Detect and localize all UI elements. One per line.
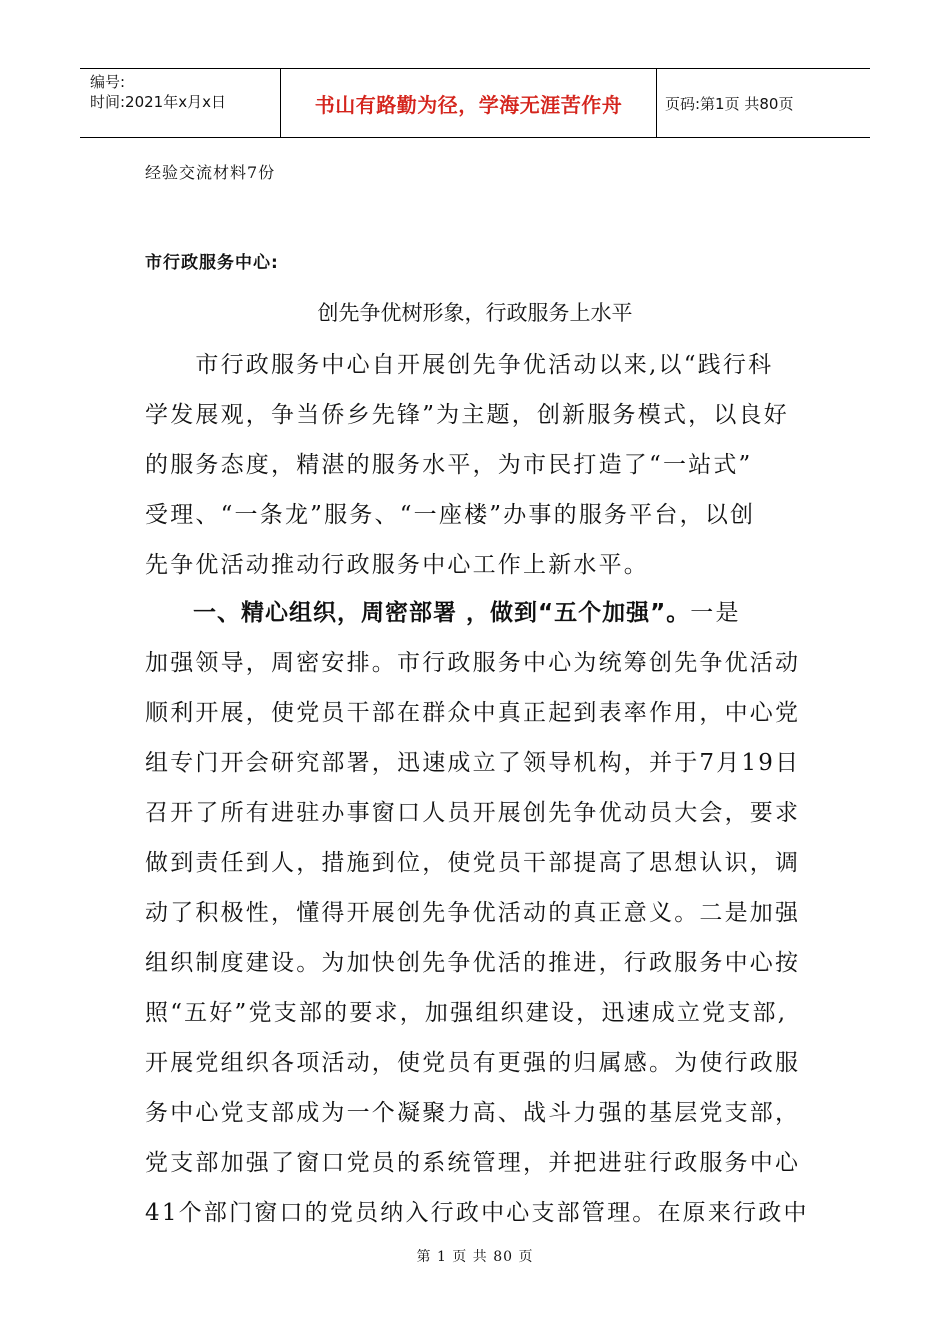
- section-heading-tail: 一是: [690, 600, 741, 626]
- addressee: 市行政服务中心:: [145, 253, 279, 273]
- body-line: 加强领导，周密安排。市行政服务中心为统筹创先争优活动: [145, 650, 801, 676]
- paragraph-line: 的服务态度，精湛的服务水平，为市民打造了“一站式”: [145, 452, 753, 478]
- body-line: 照“五好”党支部的要求，加强组织建设，迅速成立党支部,: [145, 1000, 788, 1026]
- header-motto: 书山有路勤为径，学海无涯苦作舟: [314, 92, 623, 117]
- body-line: 顺利开展，使党员干部在群众中真正起到表率作用，中心党: [145, 700, 801, 726]
- body-line: 组专门开会研究部署，迅速成立了领导机构，并于7月19日: [145, 750, 801, 776]
- paragraph-line: 先争优活动推动行政服务中心工作上新水平。: [145, 552, 649, 578]
- header-page-cell: [657, 69, 870, 137]
- body-line: 召开了所有进驻办事窗口人员开展创先争优动员大会，要求: [145, 800, 801, 826]
- body-line: 组织制度建设。为加快创先争优活的推进，行政服务中心按: [145, 950, 801, 976]
- document-subtitle: 经验交流材料7份: [145, 163, 276, 182]
- body-line: 做到责任到人，措施到位，使党员干部提高了思想认识，调: [145, 850, 801, 876]
- body-line: 动了积极性，懂得开展创先争优活动的真正意义。二是加强: [145, 900, 801, 926]
- paragraph-line: 受理、“一条龙”服务、“一座楼”办事的服务平台，以创: [145, 502, 756, 528]
- body-line: 41个部门窗口的党员纳入行政中心支部管理。在原来行政中: [145, 1200, 809, 1226]
- body-line: 务中心党支部成为一个凝聚力高、战斗力强的基层党支部，: [145, 1100, 801, 1126]
- paragraph-line: 市行政服务中心自开展创先争优活动以来,以“践行科: [145, 352, 774, 378]
- header-table: [80, 68, 870, 138]
- header-page-code: 页码:第1页 共80页: [665, 94, 794, 113]
- header-meta-cell: [80, 69, 281, 137]
- paragraph-line: 学发展观，争当侨乡先锋”为主题，创新服务模式，以良好: [145, 402, 789, 428]
- section-heading: 一、精心组织，周密部署 ，做到“五个加强”。: [145, 600, 691, 626]
- document-number-label: 编号:: [90, 73, 126, 91]
- header-motto-cell: [281, 69, 657, 137]
- section-heading-line: [145, 594, 741, 627]
- document-time-label: 时间:2021年x月x日: [90, 93, 226, 111]
- page-footer: 第 1 页 共 80 页: [416, 1249, 534, 1265]
- document-title: 创先争优树形象，行政服务上水平: [317, 301, 633, 325]
- body-line: 开展党组织各项活动，使党员有更强的归属感。为使行政服: [145, 1050, 801, 1076]
- body-line: 党支部加强了窗口党员的系统管理，并把进驻行政服务中心: [145, 1150, 801, 1176]
